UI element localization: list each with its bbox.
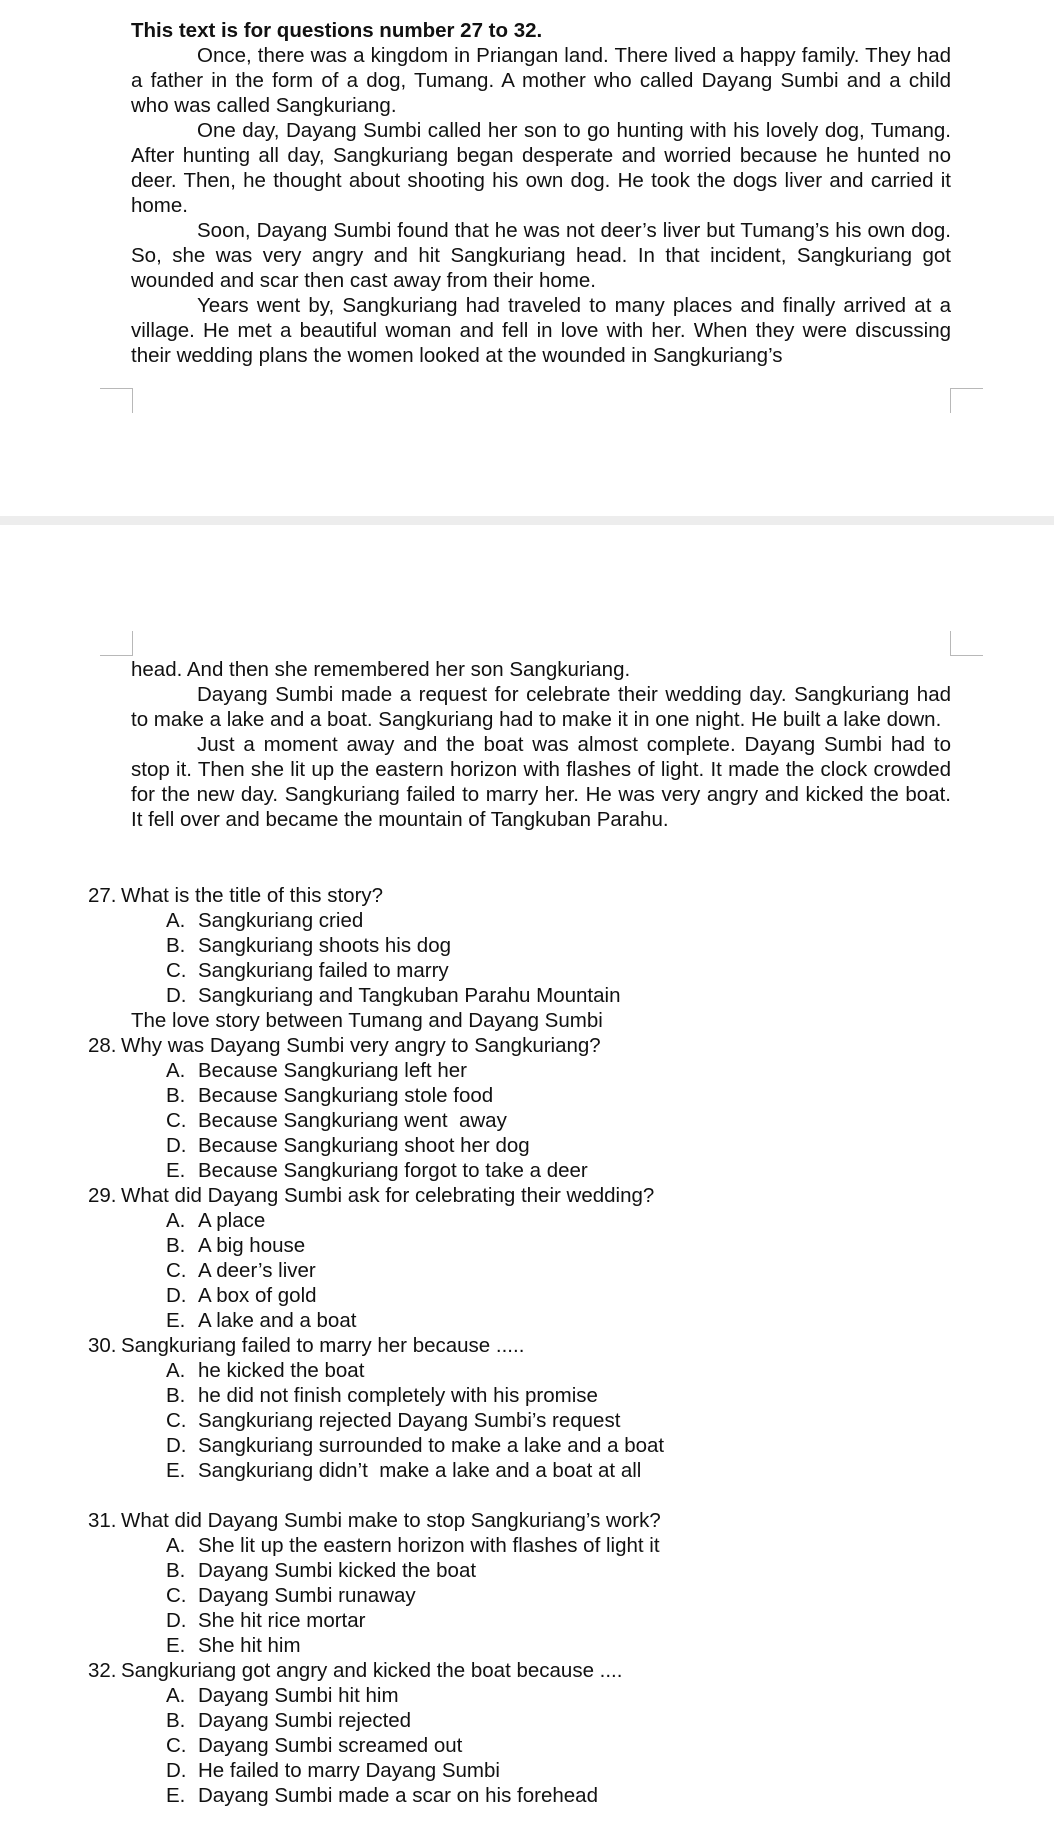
answer-option[interactable] bbox=[166, 1608, 988, 1633]
answer-option[interactable] bbox=[166, 958, 988, 983]
option-text: Dayang Sumbi kicked the boat bbox=[198, 1559, 477, 1582]
answer-option[interactable] bbox=[166, 1058, 988, 1083]
answer-option[interactable] bbox=[166, 1258, 988, 1283]
option-letter: D. bbox=[166, 1434, 187, 1457]
option-letter: A. bbox=[166, 1209, 186, 1232]
passage-paragraph: Soon, Dayang Sumbi found that he was not deer’s liver but Tumang’s his own dog. So, she was very angry and hit Sangkuriang head. In that incident, Sangkuriang got wounded and scar then cast away from their home. bbox=[131, 219, 951, 292]
passage-top bbox=[131, 18, 951, 368]
answer-option[interactable] bbox=[166, 908, 988, 933]
answer-option[interactable] bbox=[166, 1208, 988, 1233]
option-letter: E. bbox=[166, 1784, 186, 1807]
question-27 bbox=[88, 883, 988, 1033]
page-corner-mark bbox=[950, 631, 983, 656]
option-letter: E. bbox=[166, 1159, 186, 1182]
option-text: He failed to marry Dayang Sumbi bbox=[198, 1759, 500, 1782]
question-31 bbox=[88, 1508, 988, 1658]
option-letter: C. bbox=[166, 1109, 187, 1132]
answer-option[interactable] bbox=[166, 1283, 988, 1308]
option-text: A big house bbox=[198, 1234, 306, 1257]
option-letter: E. bbox=[166, 1309, 186, 1332]
option-letter: C. bbox=[166, 1409, 187, 1432]
option-letter: B. bbox=[166, 1709, 186, 1732]
passage-continuation: head. And then she remembered her son Sangkuriang. bbox=[131, 658, 631, 681]
option-text: Because Sangkuriang left her bbox=[198, 1059, 467, 1082]
answer-option[interactable] bbox=[166, 1358, 988, 1383]
passage-paragraph: Dayang Sumbi made a request for celebrate their wedding day. Sangkuriang had to make a lake and a boat. Sangkuriang had to make it in one night. He built a lake down. bbox=[131, 683, 951, 731]
option-letter: A. bbox=[166, 909, 186, 932]
option-text: Sangkuriang cried bbox=[198, 909, 364, 932]
option-text: She lit up the eastern horizon with flashes of light it bbox=[198, 1534, 660, 1557]
question-number: 32. bbox=[88, 1659, 117, 1682]
option-text: Because Sangkuriang stole food bbox=[198, 1084, 494, 1107]
question-text: What is the title of this story? bbox=[121, 884, 384, 907]
page-corner-mark bbox=[950, 388, 983, 413]
option-letter: C. bbox=[166, 1584, 187, 1607]
option-text: he did not finish completely with his promise bbox=[198, 1384, 598, 1407]
answer-option[interactable] bbox=[166, 1758, 988, 1783]
option-text: She hit him bbox=[198, 1634, 301, 1657]
option-text: Because Sangkuriang forgot to take a deer bbox=[198, 1159, 588, 1182]
answer-option[interactable] bbox=[166, 1383, 988, 1408]
answer-option[interactable] bbox=[166, 1308, 988, 1333]
option-letter: A. bbox=[166, 1059, 186, 1082]
page-corner-mark bbox=[100, 631, 133, 656]
question-30 bbox=[88, 1333, 988, 1483]
option-text: A box of gold bbox=[198, 1284, 317, 1307]
page-corner-mark bbox=[100, 388, 133, 413]
option-text: A lake and a boat bbox=[198, 1309, 357, 1332]
answer-option[interactable] bbox=[166, 1433, 988, 1458]
answer-option[interactable] bbox=[166, 983, 988, 1008]
option-letter: D. bbox=[166, 1759, 187, 1782]
option-text: he kicked the boat bbox=[198, 1359, 365, 1382]
question-text: Why was Dayang Sumbi very angry to Sangkuriang? bbox=[121, 1034, 601, 1057]
answer-option[interactable] bbox=[166, 1533, 988, 1558]
option-letter: D. bbox=[166, 1134, 187, 1157]
question-text: Sangkuriang failed to marry her because ..... bbox=[121, 1334, 525, 1357]
option-text: Because Sangkuriang shoot her dog bbox=[198, 1134, 530, 1157]
option-letter: E. bbox=[166, 1459, 186, 1482]
option-text: A place bbox=[198, 1209, 266, 1232]
option-text: Dayang Sumbi made a scar on his forehead bbox=[198, 1784, 598, 1807]
option-text: Sangkuriang surrounded to make a lake and a boat bbox=[198, 1434, 665, 1457]
question-text: What did Dayang Sumbi make to stop Sangkuriang’s work? bbox=[121, 1509, 661, 1532]
option-letter: D. bbox=[166, 1284, 187, 1307]
answer-option[interactable] bbox=[166, 1558, 988, 1583]
option-text: She hit rice mortar bbox=[198, 1609, 366, 1632]
option-letter: A. bbox=[166, 1534, 186, 1557]
question-number: 28. bbox=[88, 1034, 117, 1057]
page-heading: This text is for questions number 27 to 32. bbox=[131, 19, 543, 42]
blank-line bbox=[88, 1483, 988, 1508]
option-text: Dayang Sumbi rejected bbox=[198, 1709, 412, 1732]
answer-option[interactable] bbox=[166, 1408, 988, 1433]
answer-option[interactable] bbox=[166, 1133, 988, 1158]
option-letter: D. bbox=[166, 984, 187, 1007]
answer-option[interactable] bbox=[166, 1633, 988, 1658]
passage-paragraph: Once, there was a kingdom in Priangan land. There lived a happy family. They had a father in the form of a dog, Tumang. A mother who called Dayang Sumbi and a child who was called Sangkuriang. bbox=[131, 44, 951, 117]
option-text: Sangkuriang and Tangkuban Parahu Mountain bbox=[198, 984, 621, 1007]
option-letter: E. bbox=[166, 1634, 186, 1657]
answer-option[interactable] bbox=[166, 1783, 988, 1808]
question-text: Sangkuriang got angry and kicked the boat because .... bbox=[121, 1659, 623, 1682]
question-29 bbox=[88, 1183, 988, 1333]
question-32 bbox=[88, 1658, 988, 1808]
answer-option[interactable] bbox=[166, 1083, 988, 1108]
answer-option[interactable] bbox=[166, 1108, 988, 1133]
question-number: 27. bbox=[88, 884, 117, 907]
option-text: A deer’s liver bbox=[198, 1259, 316, 1282]
option-letter: A. bbox=[166, 1359, 186, 1382]
passage-bottom bbox=[131, 657, 951, 832]
question-number: 30. bbox=[88, 1334, 117, 1357]
option-letter: B. bbox=[166, 1559, 186, 1582]
question-list bbox=[88, 883, 988, 1808]
page-break bbox=[0, 516, 1054, 525]
option-text: Sangkuriang rejected Dayang Sumbi’s request bbox=[198, 1409, 621, 1432]
passage-paragraph: Years went by, Sangkuriang had traveled to many places and finally arrived at a village. He met a beautiful woman and fell in love with her. When they were discussing their wedding plans the women looked at the wounded in Sangkuriang’s bbox=[131, 294, 951, 367]
option-text: Dayang Sumbi runaway bbox=[198, 1584, 416, 1607]
answer-option[interactable] bbox=[166, 1708, 988, 1733]
option-text: Sangkuriang failed to marry bbox=[198, 959, 449, 982]
question-number: 29. bbox=[88, 1184, 117, 1207]
answer-option[interactable] bbox=[166, 1233, 988, 1258]
question-number: 31. bbox=[88, 1509, 117, 1532]
option-letter: B. bbox=[166, 1084, 186, 1107]
option-text: Sangkuriang didn’t make a lake and a boat at all bbox=[198, 1459, 642, 1482]
passage-paragraph: Just a moment away and the boat was almost complete. Dayang Sumbi had to stop it. Then she lit up the eastern horizon with flashes of light. It made the clock crowded for the new day. Sangkuriang failed to marry her. He was very angry and kicked the boat. It fell over and became the mountain of Tangkuban Parahu. bbox=[131, 733, 951, 831]
question-28 bbox=[88, 1033, 988, 1183]
option-text: Dayang Sumbi hit him bbox=[198, 1684, 399, 1707]
option-letter: C. bbox=[166, 1259, 187, 1282]
answer-option[interactable] bbox=[166, 1683, 988, 1708]
option-letter: C. bbox=[166, 959, 187, 982]
question-text: What did Dayang Sumbi ask for celebrating their wedding? bbox=[121, 1184, 655, 1207]
option-letter: D. bbox=[166, 1609, 187, 1632]
answer-option[interactable] bbox=[166, 1458, 988, 1483]
passage-paragraph: One day, Dayang Sumbi called her son to go hunting with his lovely dog, Tumang. After hunting all day, Sangkuriang began desperate and worried because he hunted no deer. Then, he thought about shooting his own dog. He took the dogs liver and carried it home. bbox=[131, 119, 951, 217]
answer-option[interactable] bbox=[166, 1583, 988, 1608]
answer-option[interactable] bbox=[166, 933, 988, 958]
option-letter: B. bbox=[166, 1234, 186, 1257]
option-text: Sangkuriang shoots his dog bbox=[198, 934, 452, 957]
answer-option[interactable] bbox=[166, 1158, 988, 1183]
option-letter: B. bbox=[166, 934, 186, 957]
option-letter: B. bbox=[166, 1384, 186, 1407]
option-letter: A. bbox=[166, 1684, 186, 1707]
answer-option-unlabeled[interactable]: The love story between Tumang and Dayang Sumbi bbox=[131, 1009, 603, 1032]
option-letter: C. bbox=[166, 1734, 187, 1757]
answer-option[interactable] bbox=[166, 1733, 988, 1758]
option-text: Because Sangkuriang went away bbox=[198, 1109, 507, 1132]
option-text: Dayang Sumbi screamed out bbox=[198, 1734, 463, 1757]
